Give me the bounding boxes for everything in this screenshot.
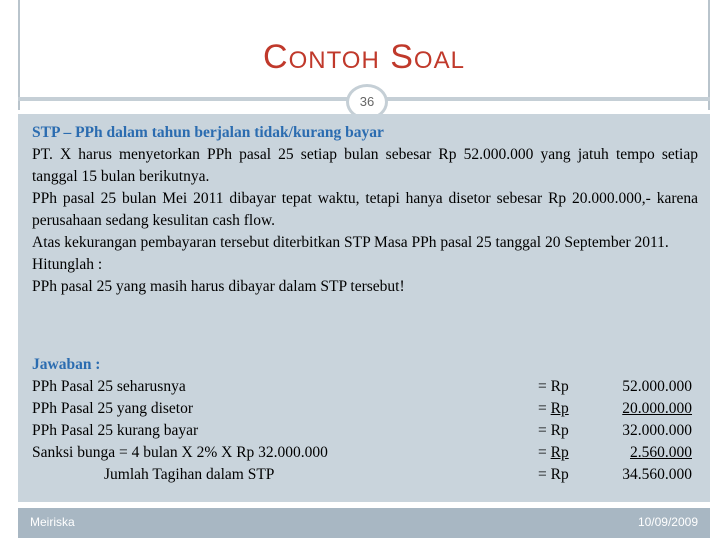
calc-value: 2.560.000 [630,444,692,461]
paragraph: PPh pasal 25 yang masih harus dibayar dalam STP tersebut! [32,278,405,295]
footer-author: Meiriska [30,515,75,529]
calc-row [32,398,698,420]
calc-eq: = Rp [538,444,569,461]
calc-value: 20.000.000 [622,400,692,417]
calc-eq: = Rp [538,378,569,395]
footer-date: 10/09/2009 [637,515,698,529]
calc-row [32,442,698,464]
answer-heading-row [32,354,698,376]
calc-label: Sanksi bunga = 4 bulan X 2% X Rp 32.000.000 [32,444,328,461]
footer-bar [18,508,710,538]
calc-eq-rp: Rp [550,400,569,417]
slide-title: Contoh Soal [263,38,465,76]
paragraph: PT. X harus menyetorkan PPh pasal 25 setiap bulan sebesar Rp 52.000.000 yang jatuh tempo setiap tanggal 15 bulan berikutnya. [32,146,698,185]
calc-label: Jumlah Tagihan dalam STP [104,466,275,483]
paragraph: PPh pasal 25 bulan Mei 2011 dibayar tepat waktu, tetapi hanya disetor sebesar Rp 20.000.000,- karena perusahaan sedang kesulitan cash flow. [32,190,698,229]
calc-eq: = Rp [538,466,569,483]
calc-row [32,464,698,486]
calc-row [32,420,698,442]
answer-heading: Jawaban : [32,356,101,373]
calc-value: 52.000.000 [622,378,692,395]
calc-value: 32.000.000 [622,422,692,439]
calc-value: 34.560.000 [622,466,692,483]
answer-section [32,354,698,486]
problem-subtitle: STP – PPh dalam tahun berjalan tidak/kurang bayar [32,124,384,141]
problem-text [32,122,698,298]
calc-label: PPh Pasal 25 seharusnya [32,378,186,395]
content-panel [18,114,710,502]
page-number-badge: 36 [346,84,388,120]
calc-eq: = Rp [538,422,569,439]
paragraph: Hitunglah : [32,256,103,273]
calc-eq-rp: Rp [550,444,569,461]
calc-eq: = Rp [538,400,569,417]
calc-label: PPh Pasal 25 kurang bayar [32,422,199,439]
paragraph: Atas kekurangan pembayaran tersebut diterbitkan STP Masa PPh pasal 25 tanggal 20 September 2011. [32,234,669,251]
calc-row [32,376,698,398]
calc-label: PPh Pasal 25 yang disetor [32,400,194,417]
